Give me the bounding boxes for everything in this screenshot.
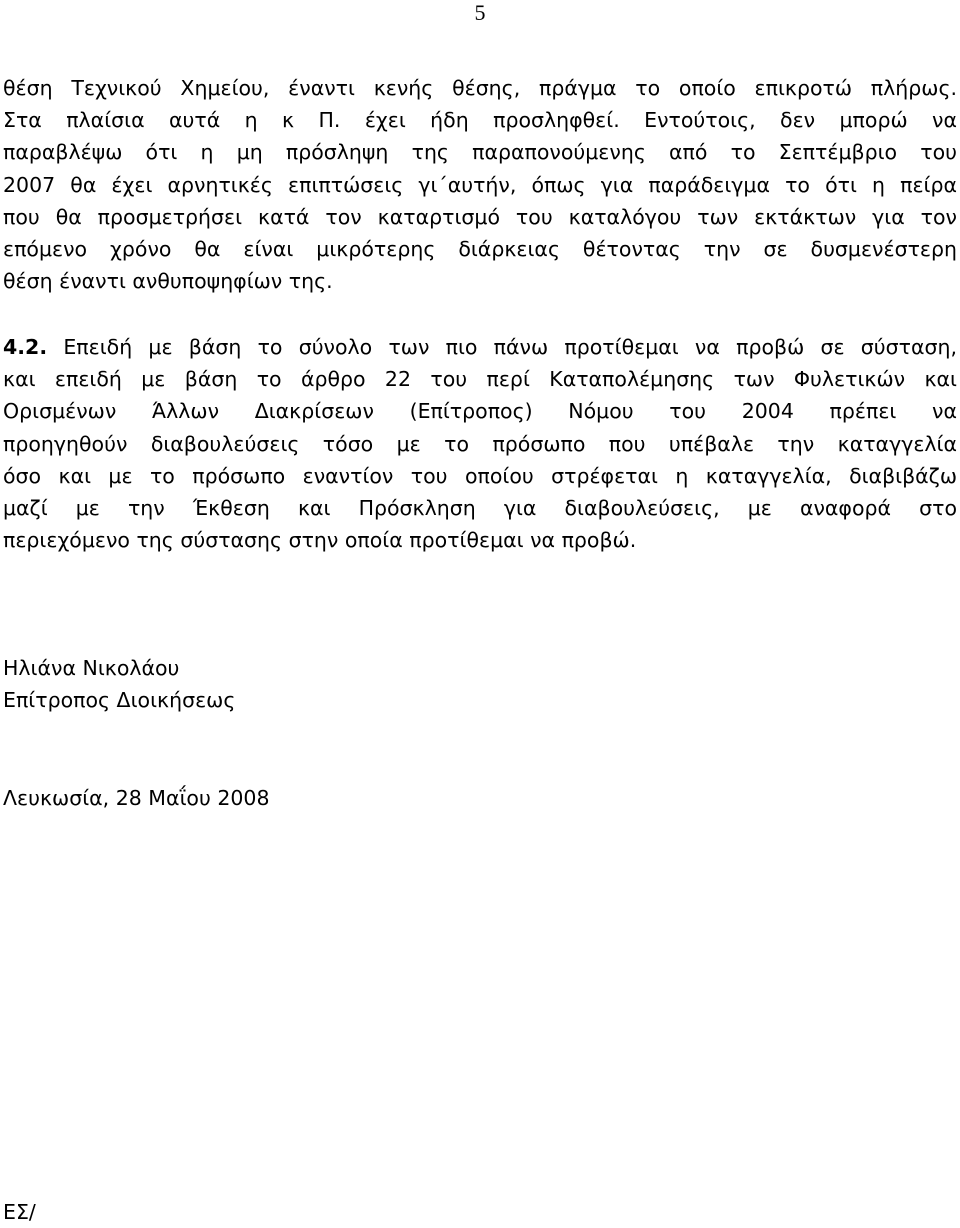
- paragraph-1-line: 2007 θα έχει αρνητικές επιπτώσεις γι΄αυτήν, όπως για παράδειγμα το ότι η πείρα: [3, 172, 957, 197]
- paragraph-2-line: προηγηθούν διαβουλεύσεις τόσο με το πρόσωπο που υπέβαλε την καταγγελία: [3, 431, 957, 456]
- place-and-date: Λευκωσία, 28 Μαΐου 2008: [3, 786, 270, 810]
- paragraph-2-line: Επειδή με βάση το σύνολο των πιο πάνω προτίθεμαι να προβώ σε σύσταση,: [63, 335, 957, 359]
- paragraph-2-line: μαζί με την Έκθεση και Πρόσκληση για διαβουλεύσεις, με αναφορά στο: [3, 496, 957, 521]
- signatory-title: Επίτροπος Διοικήσεως: [3, 688, 236, 712]
- paragraph-1: [3, 72, 957, 297]
- paragraph-1-line: που θα προσμετρήσει κατά τον καταρτισμό του καταλόγου των εκτάκτων για τον: [3, 204, 957, 229]
- paragraph-2-first-line: [3, 331, 957, 363]
- paragraph-2-line: Ορισμένων Άλλων Διακρίσεων (Επίτροπος) Νόμου του 2004 πρέπει να: [3, 399, 957, 424]
- paragraph-1-line: θέση Τεχνικού Χημείου, έναντι κενής θέσης, πράγμα το οποίο επικροτώ πλήρως.: [3, 76, 957, 100]
- paragraph-2: [3, 331, 957, 556]
- signatory-name: Ηλιάνα Νικολάου: [3, 656, 180, 680]
- paragraph-1-line: παραβλέψω ότι η μη πρόσληψη της παραπονούμενης από το Σεπτέμβριο του: [3, 140, 957, 165]
- paragraph-1-line: Στα πλαίσια αυτά η κ Π. έχει ήδη προσληφθεί. Εντούτοις, δεν μπορώ να: [3, 108, 957, 133]
- paragraph-2-line: όσο και με το πρόσωπο εναντίον του οποίου στρέφεται η καταγγελία, διαβιβάζω: [3, 463, 957, 488]
- reference-initials: ΕΣ/: [3, 1200, 36, 1224]
- paragraph-2-line: περιεχόμενο της σύστασης στην οποία προτίθεμαι να προβώ.: [3, 528, 637, 553]
- paragraph-2-line: και επειδή με βάση το άρθρο 22 του περί Καταπολέμησης των Φυλετικών και: [3, 367, 957, 392]
- page-number: 5: [474, 0, 486, 25]
- paragraph-1-line: επόμενο χρόνο θα είναι μικρότερης διάρκειας θέτοντας την σε δυσμενέστερη: [3, 237, 957, 262]
- section-number: 4.2.: [3, 335, 48, 359]
- paragraph-1-line: θέση έναντι ανθυποψηφίων της.: [3, 269, 333, 294]
